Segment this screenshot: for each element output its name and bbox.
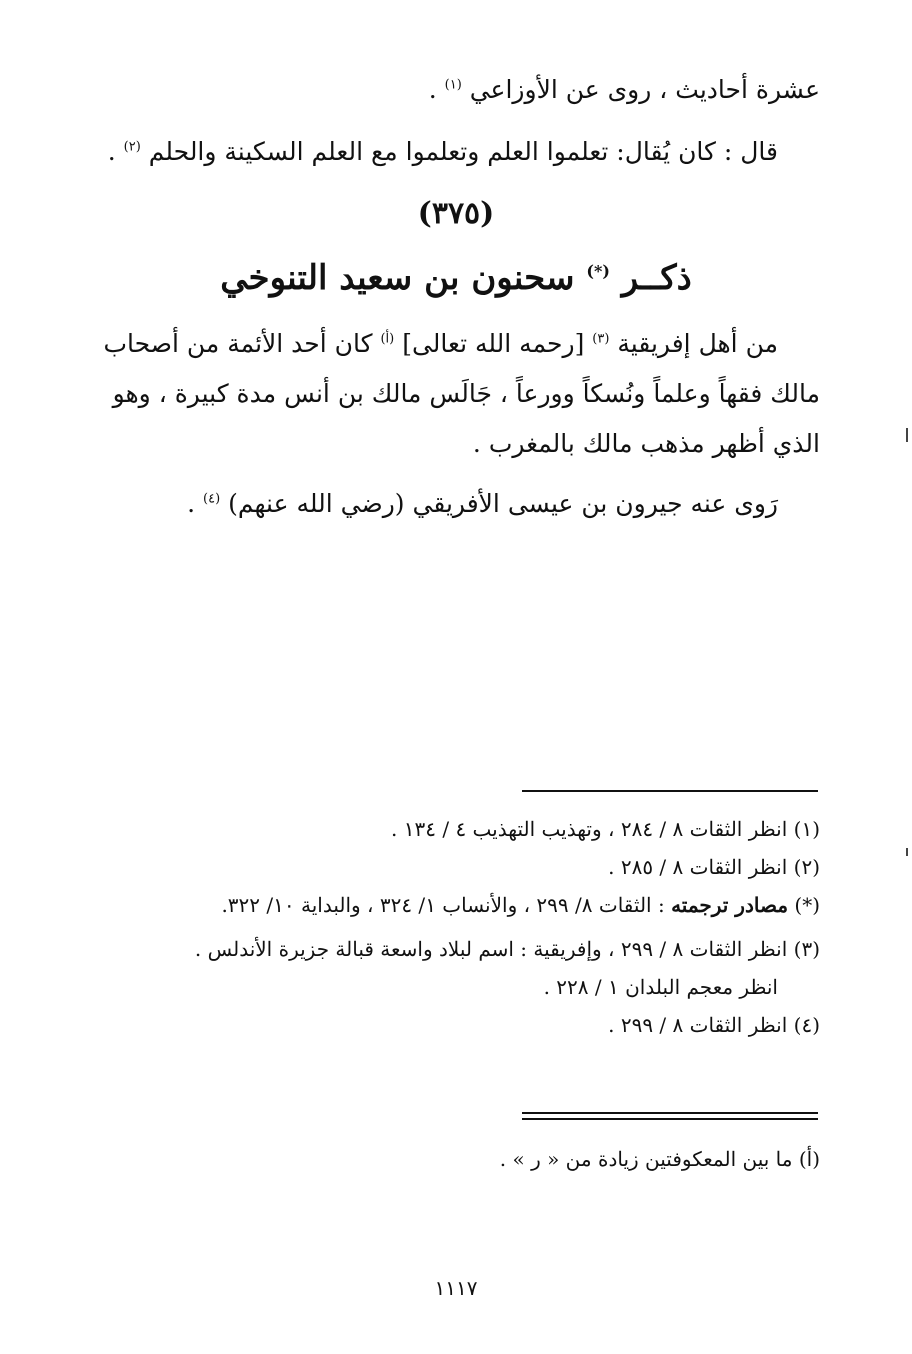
footnote-2: (٢) انظر الثقات ٨ / ٢٨٥ .	[608, 855, 820, 879]
footnote-ref-1[interactable]: (١)	[444, 77, 462, 93]
scan-edge-mark	[906, 848, 908, 856]
paragraph-line-2: مالك فقهاً وعلماً ونُسكاً وورعاً ، جَالَس مالك بن أنس مدة كبيرة ، وهو	[112, 379, 820, 408]
paragraph-line-1-a: من أهل إفريقية	[617, 329, 778, 358]
footnote-separator	[522, 790, 818, 792]
footnote-ref-star[interactable]: (*)	[586, 261, 610, 281]
entry-number: (٣٧٥)	[417, 196, 495, 231]
paragraph-line-3: الذي أظهر مذهب مالك بالمغرب .	[472, 429, 820, 458]
footnote-sources	[221, 886, 820, 924]
scan-edge-mark	[906, 428, 908, 442]
text-line-1	[429, 66, 820, 114]
footnote-ref-4[interactable]: (٤)	[203, 491, 221, 507]
footnote-1: (١) انظر الثقات ٨ / ٢٨٤ ، وتهذيب التهذيب ٤ / ١٣٤ .	[391, 817, 820, 841]
footnote-3-continued: انظر معجم البلدان ١ / ٢٢٨ .	[543, 975, 778, 999]
footnote-3: (٣) انظر الثقات ٨ / ٢٩٩ ، وإفريقية : اسم لبلاد واسعة قبالة جزيرة الأندلس .	[194, 937, 820, 961]
footnote-sources-mark: (*)	[794, 893, 820, 917]
editor-note-ref-a[interactable]: (أ)	[380, 331, 395, 347]
footnote-ref-3[interactable]: (٣)	[592, 331, 610, 347]
text-line-1-end: .	[428, 75, 437, 104]
page-number: ١١١٧	[434, 1276, 478, 1300]
text-line-1-main: عشرة أحاديث ، روى عن الأوزاعي	[469, 75, 820, 104]
editor-note: (أ) ما بين المعكوفتين زيادة من « ر » .	[499, 1147, 820, 1171]
narration-end: .	[187, 489, 196, 518]
editor-note-rule-top	[522, 1112, 818, 1114]
narration-text: رَوى عنه جيرون بن عيسى الأفريقي (رضي الله عنهم)	[228, 489, 778, 518]
entry-title-name: سحنون بن سعيد التنوخي	[220, 258, 575, 298]
text-line-2-main: قال : كان يُقال: تعلموا العلم وتعلموا مع العلم السكينة والحلم	[148, 137, 778, 166]
footnote-sources-label: مصادر ترجمته	[671, 893, 789, 917]
footnote-sources-text: : الثقات ٨/ ٢٩٩ ، والأنساب ١/ ٣٢٤ ، والبداية ١٠/ ٣٢٢.	[221, 893, 665, 917]
paragraph-line-1-b: [رحمه الله تعالى]	[402, 329, 585, 358]
text-line-2	[108, 128, 778, 176]
footnote-4: (٤) انظر الثقات ٨ / ٢٩٩ .	[608, 1013, 820, 1037]
entry-title	[0, 258, 912, 298]
narration-line	[187, 480, 778, 528]
text-line-2-end: .	[107, 137, 116, 166]
footnote-ref-2[interactable]: (٢)	[123, 139, 141, 155]
paragraph-line-1	[103, 320, 778, 368]
entry-title-prefix: ذكــر	[621, 258, 692, 298]
paragraph-line-1-c: كان أحد الأئمة من أصحاب	[103, 329, 373, 358]
editor-note-rule-bottom	[522, 1118, 818, 1120]
